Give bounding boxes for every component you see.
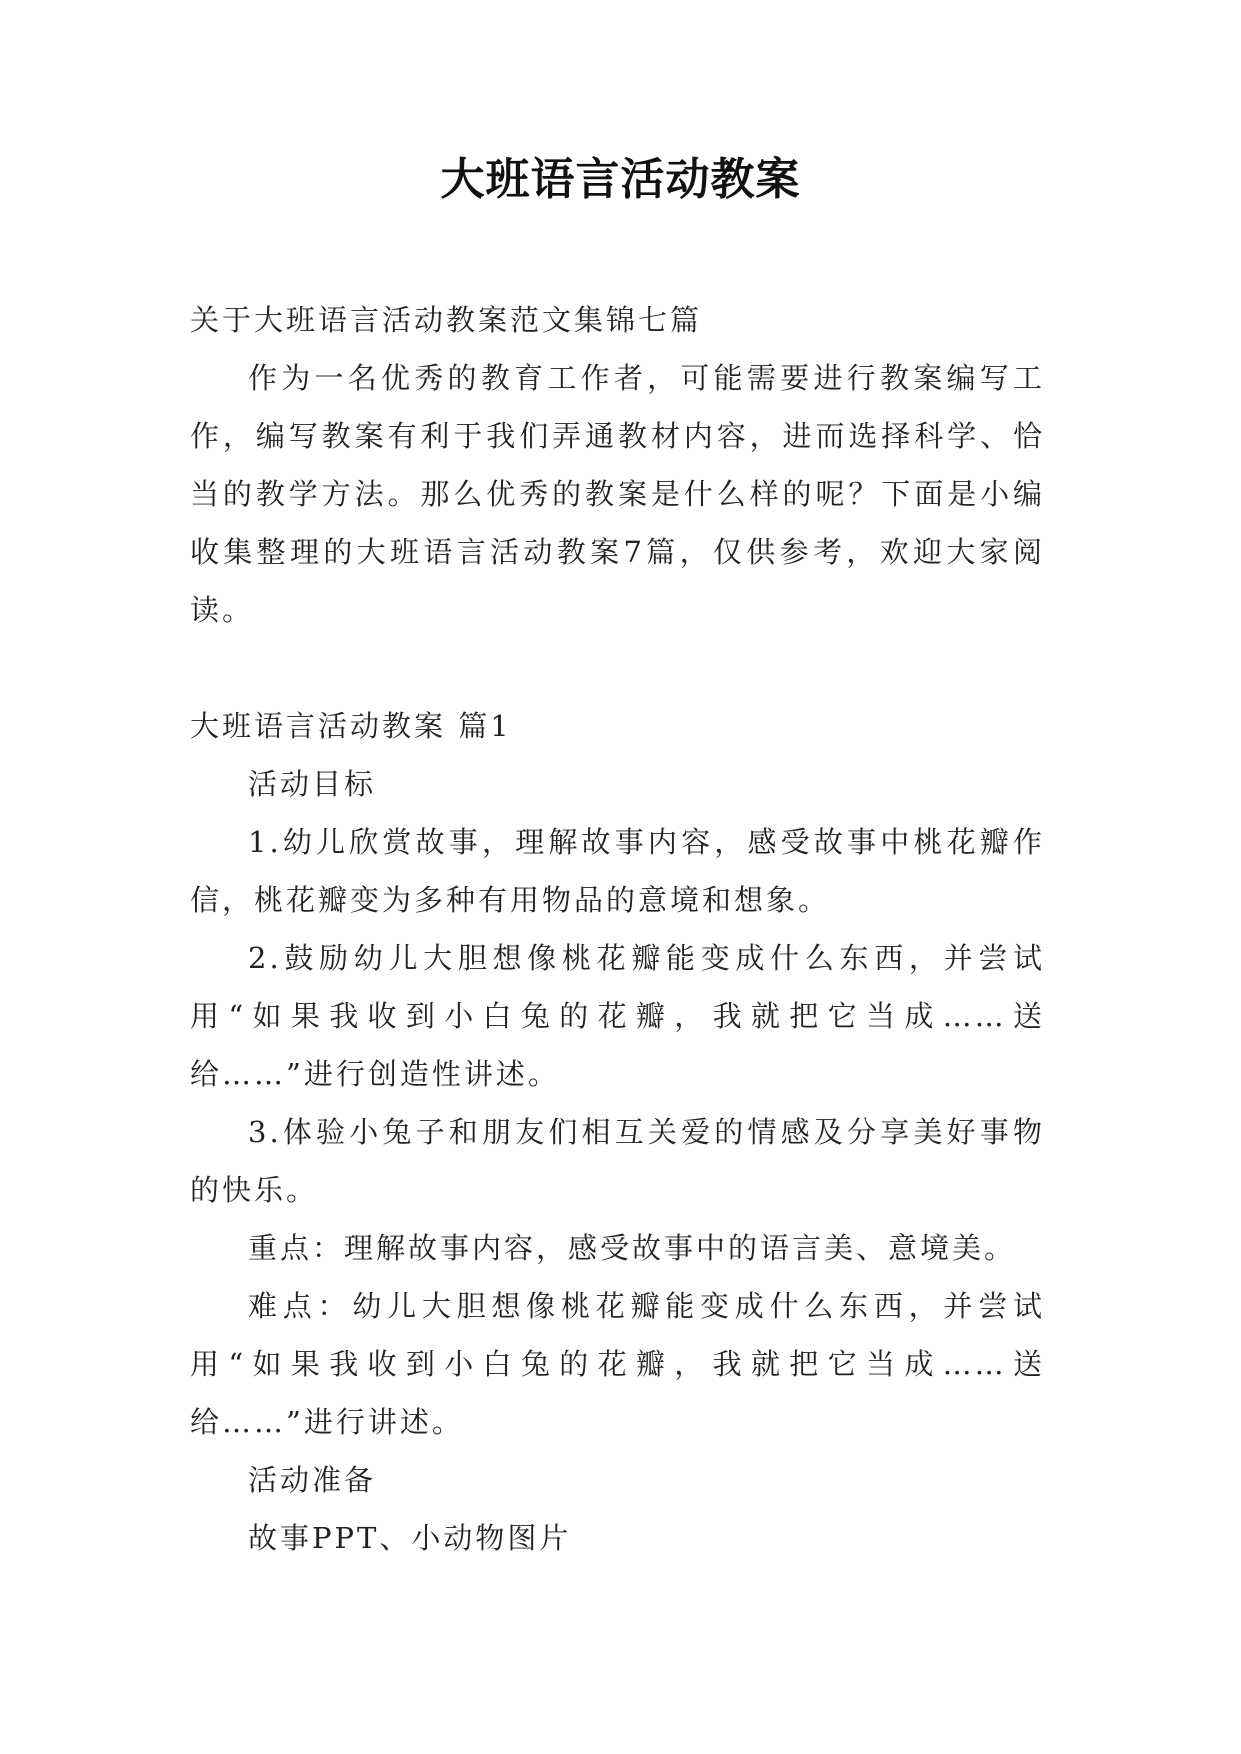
document-body <box>190 291 1045 1567</box>
goals-label: 活动目标 <box>248 767 377 801</box>
goal-item-3: 3.体验小兔子和朋友们相互关爱的情感及分享美好事物的快乐。 <box>190 1115 1045 1207</box>
prep-label: 活动准备 <box>248 1463 377 1497</box>
key-point: 重点：理解故事内容，感受故事中的语言美、意境美。 <box>248 1231 1017 1265</box>
section-heading: 大班语言活动教案 篇1 <box>190 709 512 743</box>
intro-paragraph: 作为一名优秀的教育工作者，可能需要进行教案编写工作，编写教案有利于我们弄通教材内容，进而选择科学、恰当的教学方法。那么优秀的教案是什么样的呢？下面是小编收集整理的大班语言活动教案7篇，仅供参考，欢迎大家阅读。 <box>190 361 1045 627</box>
prep-items: 故事PPT、小动物图片 <box>248 1521 572 1555</box>
document-subtitle: 关于大班语言活动教案范文集锦七篇 <box>190 303 703 337</box>
paragraph-spacer <box>190 639 1045 697</box>
document-title: 大班语言活动教案 <box>440 154 801 205</box>
goal-item-1: 1.幼儿欣赏故事，理解故事内容，感受故事中桃花瓣作信，桃花瓣变为多种有用物品的意境和想象。 <box>190 825 1045 917</box>
goal-item-2: 2.鼓励幼儿大胆想像桃花瓣能变成什么东西，并尝试用“如果我收到小白兔的花瓣，我就把它当成……送给……”进行创造性讲述。 <box>190 941 1045 1091</box>
difficulty-point: 难点：幼儿大胆想像桃花瓣能变成什么东西，并尝试用“如果我收到小白兔的花瓣，我就把它当成……送给……”进行讲述。 <box>190 1289 1045 1439</box>
